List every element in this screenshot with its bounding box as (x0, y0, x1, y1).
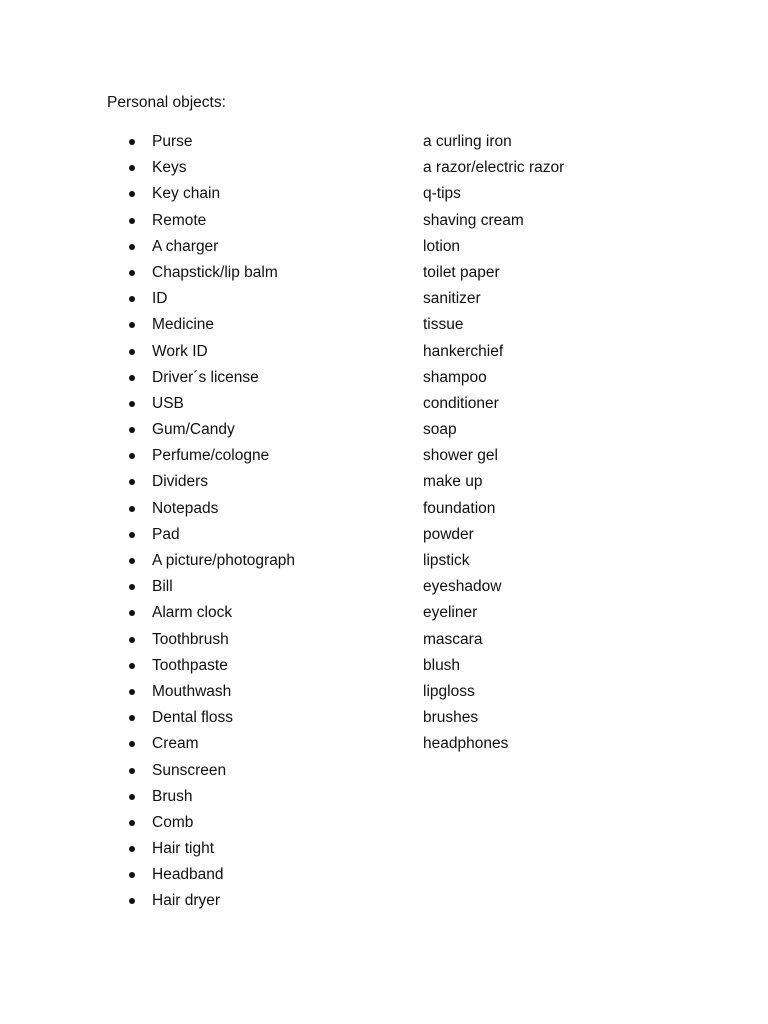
bullet-icon (129, 401, 135, 407)
list-item-text: Gum/Candy (152, 421, 235, 439)
list-item-text: a razor/electric razor (423, 159, 565, 177)
list-item-text: tissue (423, 316, 464, 334)
list-item-text: Toothbrush (152, 630, 229, 648)
bullet-icon (129, 244, 135, 250)
list-item-text: Notepads (152, 499, 219, 517)
list-item-text: ID (152, 290, 168, 308)
bulleted-list-item (127, 286, 295, 312)
bullet-icon (129, 558, 135, 564)
list-item-text: A charger (152, 237, 219, 255)
list-item-text: shower gel (423, 447, 498, 465)
bulleted-list-item (127, 627, 295, 653)
list-item-text: Sunscreen (152, 761, 227, 779)
bullet-icon (129, 794, 135, 800)
list-item-text: Bill (152, 578, 173, 596)
list-item (423, 260, 564, 286)
bulleted-list-item (127, 679, 295, 705)
list-item-text: Work ID (152, 342, 208, 360)
bulleted-list-item (127, 312, 295, 338)
list-item-text: USB (152, 394, 184, 412)
list-item (423, 653, 564, 679)
bulleted-list-item (127, 862, 295, 888)
list-item-text: sanitizer (423, 290, 481, 308)
bullet-icon (129, 610, 135, 616)
bullet-icon (129, 479, 135, 485)
list-item-text: Hair dryer (152, 892, 221, 910)
bullet-icon (129, 872, 135, 878)
list-item-text: Hair tight (152, 840, 215, 858)
list-item-text: Medicine (152, 316, 215, 334)
list-item (423, 365, 564, 391)
list-item-text: Perfume/cologne (152, 447, 270, 465)
list-item (423, 522, 564, 548)
bullet-icon (129, 191, 135, 197)
bulleted-list-item (127, 208, 295, 234)
list-item-text: lotion (423, 237, 461, 255)
list-item (423, 234, 564, 260)
list-item-text: Remote (152, 211, 207, 229)
list-item-text: powder (423, 525, 474, 543)
bulleted-list-item (127, 469, 295, 495)
list-item (423, 548, 564, 574)
bullet-icon (129, 427, 135, 433)
list-item (423, 391, 564, 417)
list-item-text: Headband (152, 866, 224, 884)
list-item (423, 443, 564, 469)
list-item-text: Brush (152, 787, 193, 805)
bulleted-list-item (127, 234, 295, 260)
list-item-text: Driver´s license (152, 368, 259, 386)
bullet-icon (129, 375, 135, 381)
bulleted-list-item (127, 888, 295, 914)
list-item (423, 286, 564, 312)
bulleted-list-item (127, 600, 295, 626)
list-item-text: lipgloss (423, 682, 475, 700)
bulleted-list-item (127, 836, 295, 862)
list-item-text: conditioner (423, 394, 499, 412)
bullet-icon (129, 349, 135, 355)
list-item-text: shampoo (423, 368, 487, 386)
plain-list (423, 129, 564, 758)
list-item-text: Cream (152, 735, 199, 753)
list-item-text: Alarm clock (152, 604, 233, 622)
bulleted-list-item (127, 758, 295, 784)
bullet-icon (129, 165, 135, 171)
list-item (423, 181, 564, 207)
list-item (423, 155, 564, 181)
list-item-text: Chapstick/lip balm (152, 263, 278, 281)
bullet-icon (129, 584, 135, 590)
list-item-text: Keys (152, 159, 187, 177)
bulleted-list-item (127, 784, 295, 810)
bullet-icon (129, 741, 135, 747)
list-item-text: Mouthwash (152, 682, 232, 700)
bullet-icon (129, 139, 135, 145)
bulleted-list-item (127, 129, 295, 155)
list-item-text: eyeshadow (423, 578, 502, 596)
list-item (423, 496, 564, 522)
bulleted-list-item (127, 522, 295, 548)
list-item-text: make up (423, 473, 483, 491)
list-item (423, 705, 564, 731)
list-item (423, 339, 564, 365)
list-item-text: Pad (152, 525, 180, 543)
bulleted-list-item (127, 417, 295, 443)
bullet-icon (129, 453, 135, 459)
bulleted-list-item (127, 155, 295, 181)
bullet-icon (129, 270, 135, 276)
list-item-text: Purse (152, 133, 193, 150)
list-item (423, 600, 564, 626)
bullet-icon (129, 637, 135, 643)
bullet-icon (129, 846, 135, 852)
bulleted-list-item (127, 810, 295, 836)
list-item-text: mascara (423, 630, 483, 648)
bullet-icon (129, 768, 135, 774)
list-item-text: lipstick (423, 552, 470, 569)
list-item (423, 627, 564, 653)
list-item-text: Toothpaste (152, 656, 228, 674)
list-item (423, 679, 564, 705)
bulleted-list-item (127, 731, 295, 757)
list-item-text: Key chain (152, 185, 221, 203)
list-item-text: soap (423, 421, 457, 439)
page-heading: Personal objects: (107, 94, 226, 111)
list-item-text: Dental floss (152, 709, 233, 727)
bulleted-list-item (127, 496, 295, 522)
bullet-icon (129, 715, 135, 721)
bulleted-list-item (127, 705, 295, 731)
bulleted-list-item (127, 443, 295, 469)
bullet-icon (129, 820, 135, 826)
bulleted-list-item (127, 181, 295, 207)
bullet-icon (129, 663, 135, 669)
bulleted-list-item (127, 574, 295, 600)
bulleted-list-item (127, 260, 295, 286)
bullet-icon (129, 506, 135, 512)
bulleted-list (127, 129, 295, 915)
list-item-text: shaving cream (423, 211, 524, 229)
list-item (423, 731, 564, 757)
list-item-text: toilet paper (423, 263, 500, 281)
list-item-text: q-tips (423, 185, 461, 203)
list-item-text: headphones (423, 735, 509, 753)
list-item-text: hankerchief (423, 342, 504, 360)
list-item-text: Comb (152, 813, 194, 831)
bullet-icon (129, 689, 135, 695)
bulleted-list-item (127, 339, 295, 365)
bulleted-list-item (127, 653, 295, 679)
list-item-text: foundation (423, 499, 496, 517)
bullet-icon (129, 532, 135, 538)
list-item (423, 417, 564, 443)
list-item-text: Dividers (152, 473, 208, 491)
bullet-icon (129, 898, 135, 904)
bullet-icon (129, 218, 135, 224)
bullet-icon (129, 322, 135, 328)
bulleted-list-item (127, 391, 295, 417)
list-item (423, 129, 564, 155)
list-item-text: eyeliner (423, 604, 478, 622)
bulleted-list-item (127, 548, 295, 574)
bulleted-list-item (127, 365, 295, 391)
list-item-text: blush (423, 656, 461, 674)
list-item (423, 574, 564, 600)
bullet-icon (129, 296, 135, 302)
list-item (423, 469, 564, 495)
list-item-text: a curling iron (423, 133, 512, 150)
list-item (423, 208, 564, 234)
list-item (423, 312, 564, 338)
list-item-text: A picture/photograph (152, 552, 296, 569)
list-item-text: brushes (423, 709, 479, 727)
